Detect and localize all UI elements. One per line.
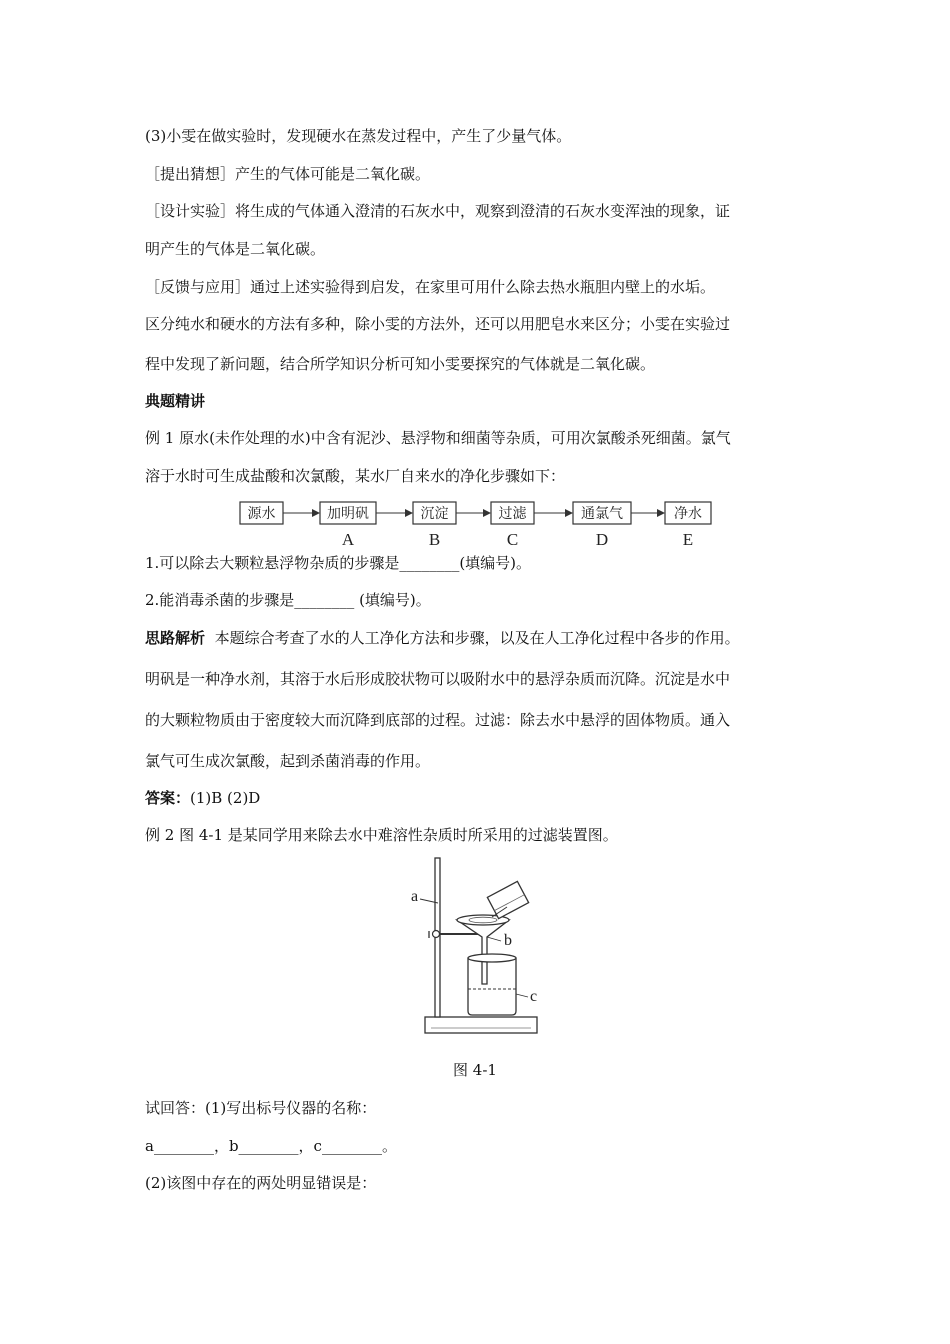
text-line: 溶于水时可生成盐酸和次氯酸，某水厂自来水的净化步骤如下： (145, 467, 566, 485)
svg-text:沉淀: 沉淀 (420, 507, 449, 522)
svg-text:源水: 源水 (247, 507, 276, 522)
filtration-apparatus-figure (405, 853, 550, 1043)
label-a: a (411, 888, 419, 905)
label-b: b (504, 932, 512, 949)
flow-step (240, 502, 283, 524)
figure-caption: 图 4-1 (453, 1061, 497, 1079)
text-line: ［提出猜想］产生的气体可能是二氧化碳。 (145, 165, 431, 183)
question-line: (2)该图中存在的两处明显错误是： (145, 1174, 377, 1192)
flow-letter: E (682, 530, 694, 549)
svg-text:过滤: 过滤 (498, 507, 527, 522)
stand-base (425, 1017, 537, 1033)
text-line: 的大颗粒物质由于密度较大而沉降到底部的过程。过滤：除去水中悬浮的固体物质。通入 (145, 711, 731, 729)
text-line: 明产生的气体是二氧化碳。 (145, 240, 326, 258)
text-line: ［设计实验］将生成的气体通入澄清的石灰水中，观察到澄清的石灰水变浑浊的现象，证 (145, 202, 731, 220)
question-line: 试回答：(1)写出标号仪器的名称： (145, 1099, 377, 1117)
text-line: 明矾是一种净水剂，其溶于水后形成胶状物可以吸附水中的悬浮杂质而沉降。沉淀是水中 (145, 670, 731, 688)
text-line: ［反馈与应用］通过上述实验得到启发，在家里可用什么除去热水瓶胆内壁上的水垢。 (145, 278, 716, 296)
svg-text:净水: 净水 (674, 507, 702, 522)
label-c: c (530, 988, 538, 1005)
flow-step (491, 502, 534, 524)
label-leader-c (516, 994, 528, 997)
text-line: 例 2 图 4-1 是某同学用来除去水中难溶性杂质时所采用的过滤装置图。 (145, 826, 618, 844)
answer-line (145, 788, 807, 808)
funnel (457, 920, 509, 984)
svg-text:加明矾: 加明矾 (327, 507, 369, 522)
flow-step (413, 502, 456, 524)
text-line: 程中发现了新问题，结合所学知识分析可知小雯要探究的气体就是二氧化碳。 (145, 355, 656, 373)
flow-letter: C (506, 530, 519, 549)
flow-letter: A (341, 530, 355, 549)
label-leader-b (487, 937, 501, 941)
beaker (468, 958, 516, 1015)
text-line: 区分纯水和硬水的方法有多种，除小雯的方法外，还可以用肥皂水来区分；小雯在实验过 (145, 315, 731, 333)
flow-letter: B (428, 530, 441, 549)
clamp-screw (433, 931, 440, 938)
pouring-beaker (487, 881, 528, 918)
flow-step (320, 502, 376, 524)
text-line: 例 1 原水(未作处理的水)中含有泥沙、悬浮物和细菌等杂质，可用次氯酸杀死细菌。氯气 (145, 429, 731, 447)
analysis-line (145, 628, 807, 648)
flow-step (665, 502, 711, 524)
text-line: (3)小雯在做实验时，发现硬水在蒸发过程中，产生了少量气体。 (145, 127, 572, 145)
section-title: 典题精讲 (145, 392, 206, 410)
text-line: 氯气可生成次氯酸，起到杀菌消毒的作用。 (145, 752, 431, 770)
question-line: 2.能消毒杀菌的步骤是________ (填编号)。 (145, 591, 431, 609)
flow-step (573, 502, 631, 524)
purification-flowchart (235, 497, 715, 553)
question-line: a________，b________，c________。 (145, 1137, 397, 1155)
question-line: 1.可以除去大颗粒悬浮物杂质的步骤是________(填编号)。 (145, 554, 532, 572)
answer-label: 答案： (145, 789, 191, 807)
flow-letter: D (595, 530, 609, 549)
answer-value: (1)B (2)D (190, 789, 261, 807)
analysis-text: 本题综合考查了水的人工净化方法和步骤，以及在人工净化过程中各步的作用。 (214, 629, 740, 647)
svg-text:通氯气: 通氯气 (581, 507, 623, 522)
analysis-label: 思路解析 (145, 629, 206, 647)
